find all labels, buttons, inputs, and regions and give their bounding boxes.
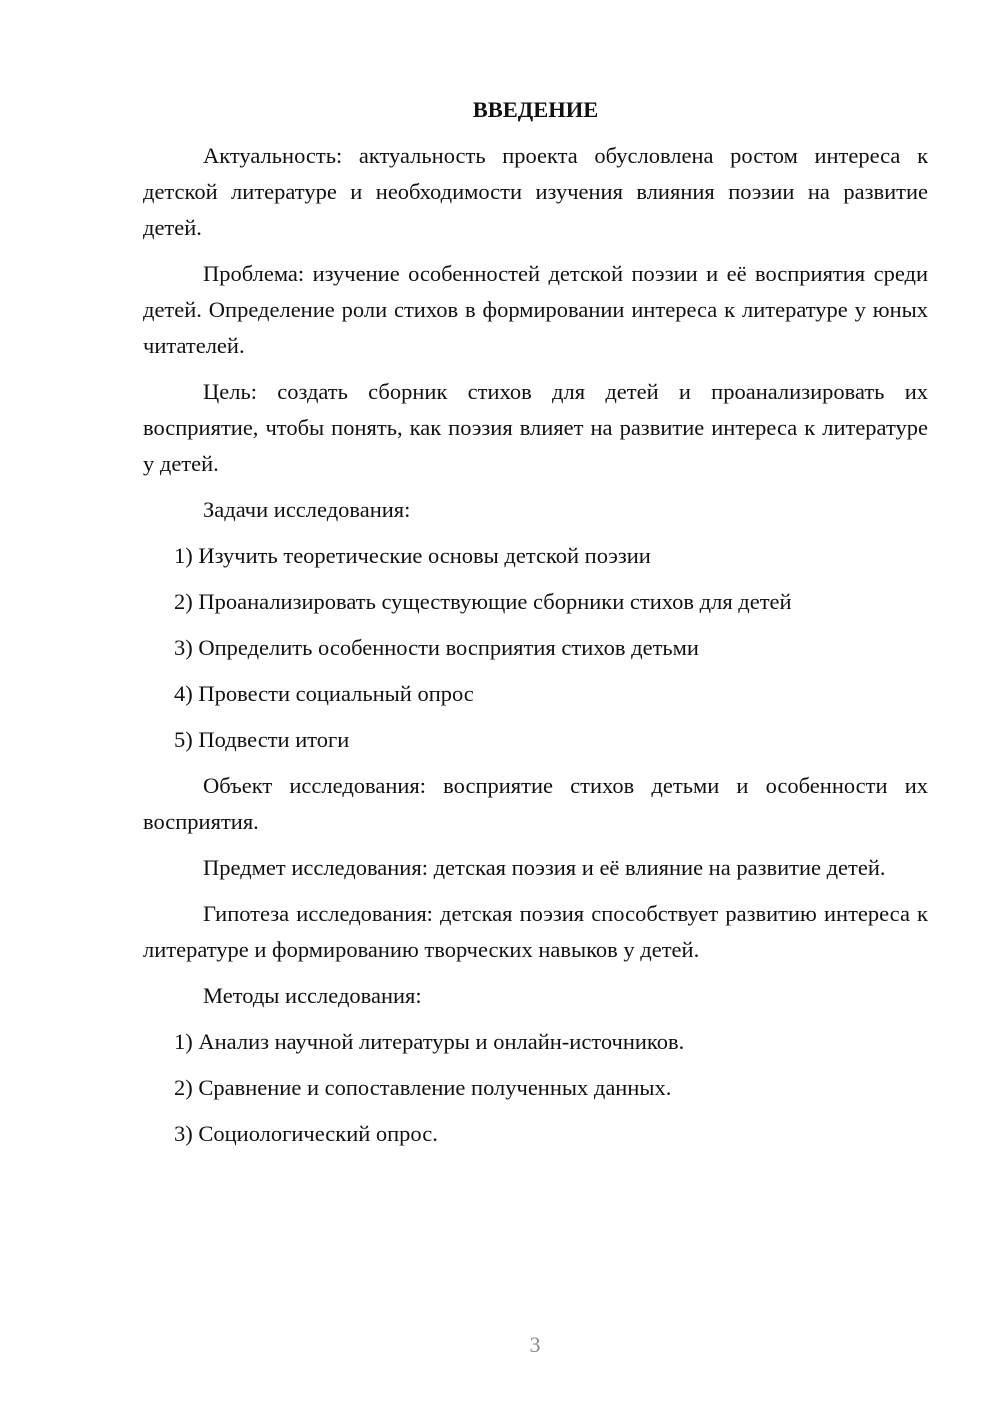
list-item: 3) Определить особенности восприятия стихов детьми	[174, 635, 699, 660]
list-item: 1) Анализ научной литературы и онлайн-источников.	[174, 1029, 685, 1054]
list-item: 4) Провести социальный опрос	[174, 681, 474, 706]
tasks-label: Задачи исследования:	[203, 497, 411, 522]
relevance-paragraph: Актуальность: актуальность проекта обусловлена ростом интереса к детской литературе и необходимости изучения влияния поэзии на развитие детей.	[143, 143, 928, 240]
document-content	[143, 92, 928, 1162]
tasks-list	[143, 538, 928, 758]
list-item: 2) Проанализировать существующие сборники стихов для детей	[174, 589, 792, 614]
goal-paragraph: Цель: создать сборник стихов для детей и проанализировать их восприятие, чтобы понять, как поэзия влияет на развитие интереса к литературе у детей.	[143, 379, 928, 476]
problem-paragraph: Проблема: изучение особенностей детской поэзии и её восприятия среди детей. Определение роли стихов в формировании интереса к литературе у юных читателей.	[143, 261, 928, 358]
hypothesis-paragraph: Гипотеза исследования: детская поэзия способствует развитию интереса к литературе и формированию творческих навыков у детей.	[143, 901, 928, 962]
list-item: 1) Изучить теоретические основы детской поэзии	[174, 543, 651, 568]
methods-list	[143, 1024, 928, 1152]
list-item: 5) Подвести итоги	[174, 727, 350, 752]
list-item: 3) Социологический опрос.	[174, 1121, 438, 1146]
object-paragraph: Объект исследования: восприятие стихов детьми и особенности их восприятия.	[143, 773, 928, 834]
subject-paragraph: Предмет исследования: детская поэзия и её влияние на развитие детей.	[203, 855, 886, 880]
list-item: 2) Сравнение и сопоставление полученных данных.	[174, 1075, 672, 1100]
page-title: ВВЕДЕНИЕ	[472, 97, 599, 122]
page-number: 3	[529, 1332, 541, 1357]
methods-label: Методы исследования:	[203, 983, 422, 1008]
